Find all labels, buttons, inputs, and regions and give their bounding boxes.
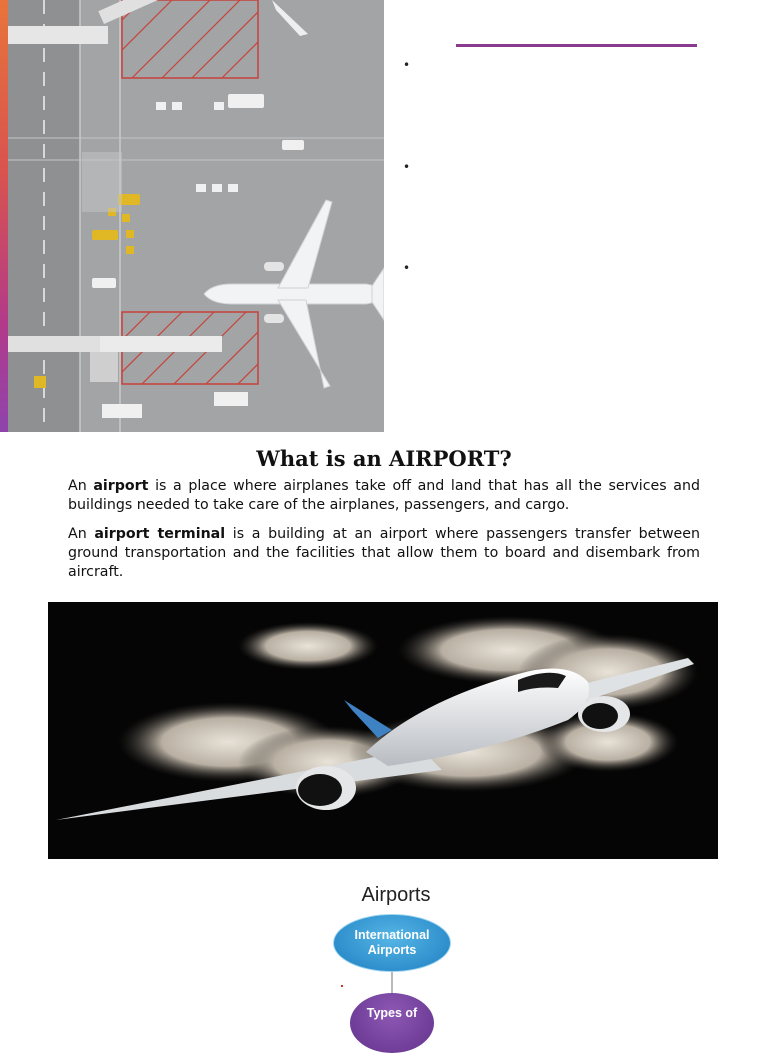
decorative-underline bbox=[456, 44, 697, 47]
text-run: An bbox=[68, 478, 94, 494]
text-run: is a building at an airport where passengers transfer between ground transportation and the facilities that allow them to board and disembark from aircraft. bbox=[68, 526, 701, 580]
section-title: What is an AIRPORT? bbox=[256, 446, 512, 471]
bullet-point: • bbox=[403, 160, 411, 174]
text-run: is a place where airplanes take off and land that has all the services and buildings needed to take care of the airplanes, passengers, and cargo. bbox=[68, 478, 700, 513]
diagram-title: Airports bbox=[361, 884, 431, 906]
apron-illustration bbox=[8, 0, 384, 432]
airport-definition bbox=[68, 477, 700, 515]
bullet-point: • bbox=[403, 261, 411, 275]
terminal-definition bbox=[68, 525, 700, 582]
diagram-connector bbox=[391, 972, 393, 993]
types-of-node: Types of bbox=[350, 993, 434, 1053]
international-airports-node: International Airports bbox=[333, 914, 451, 972]
airplane-illustration bbox=[48, 602, 718, 859]
bold-term: airport terminal bbox=[94, 526, 226, 542]
side-accent-bar bbox=[0, 0, 8, 432]
stray-mark bbox=[341, 985, 343, 987]
bold-term: airport bbox=[93, 478, 149, 494]
text-run: An bbox=[68, 526, 95, 542]
airport-apron-photo bbox=[8, 0, 384, 432]
bullet-point: • bbox=[403, 58, 411, 72]
airplane-in-clouds-photo bbox=[48, 602, 718, 859]
